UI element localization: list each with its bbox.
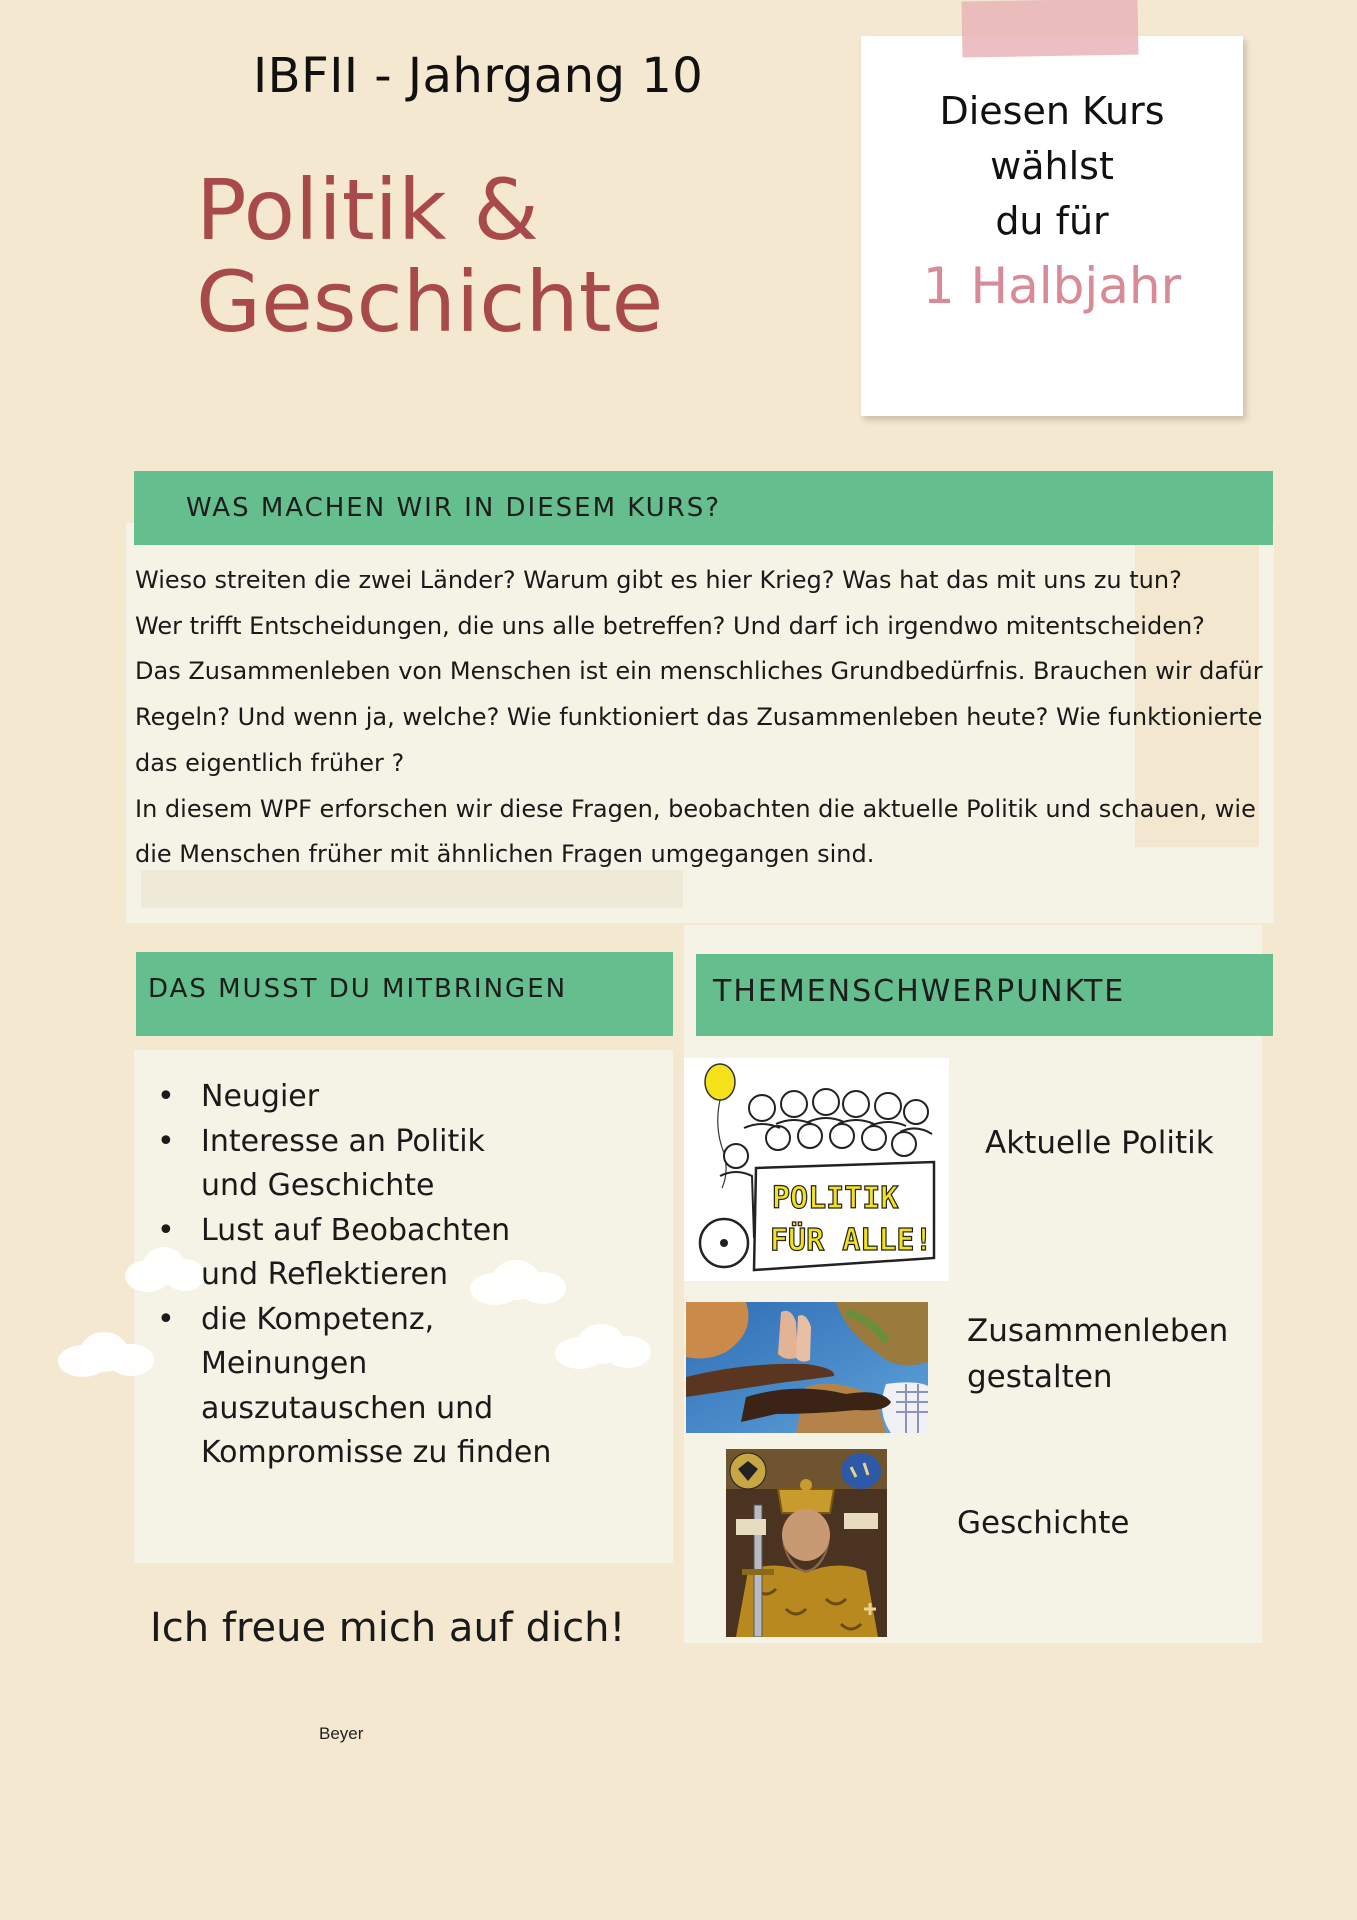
hands-globe-image bbox=[686, 1302, 928, 1433]
emperor-portrait-drawing bbox=[726, 1449, 887, 1637]
cloud-decoration bbox=[58, 1330, 154, 1380]
note-line-2: wählst bbox=[990, 144, 1114, 188]
intro-line: die Menschen früher mit ähnlichen Fragen umgegangen sind. bbox=[135, 840, 875, 869]
politik-fuer-alle-illustration bbox=[684, 1058, 949, 1281]
topic-label-politik: Aktuelle Politik bbox=[985, 1125, 1214, 1161]
intro-line: In diesem WPF erforschen wir diese Fragen, beobachten die aktuelle Politik und schauen, wie bbox=[135, 794, 1256, 823]
list-item: • Neugier bbox=[155, 1075, 621, 1120]
banner-text-1: POLITIK bbox=[772, 1181, 899, 1216]
intro-line: das eigentlich früher ? bbox=[135, 748, 405, 777]
intro-text bbox=[135, 558, 1275, 878]
topics-heading: THEMENSCHWERPUNKTE bbox=[713, 974, 1126, 1009]
tape-strip bbox=[962, 0, 1139, 58]
list-item: • Lust auf Beobachten und Reflektieren bbox=[155, 1209, 561, 1298]
closing-message: Ich freue mich auf dich! bbox=[150, 1605, 626, 1651]
crowd-drawing bbox=[684, 1058, 949, 1281]
list-item: • die Kompetenz, Meinungen auszutauschen und Kompromisse zu finden bbox=[155, 1298, 601, 1476]
topic-label-zusammenleben: Zusammenleben gestalten bbox=[967, 1313, 1229, 1395]
note-line-3: du für bbox=[995, 199, 1109, 243]
intro-line: Wer trifft Entscheidungen, die uns alle betreffen? Und darf ich irgendwo mitentscheiden? bbox=[135, 611, 1205, 640]
duration-note bbox=[861, 36, 1243, 416]
hands-globe-drawing bbox=[686, 1302, 928, 1433]
intro-line: Wieso streiten die zwei Länder? Warum gibt es hier Krieg? Was hat das mit uns zu tun? bbox=[135, 566, 1182, 594]
note-line-1: Diesen Kurs bbox=[939, 89, 1165, 133]
title-line-2: Geschichte bbox=[196, 253, 664, 351]
topic-label-geschichte: Geschichte bbox=[957, 1505, 1130, 1541]
course-year: IBFII - Jahrgang 10 bbox=[253, 48, 704, 104]
intro-line: Das Zusammenleben von Menschen ist ein menschliches Grundbedürfnis. Brauchen wir dafür bbox=[135, 657, 1263, 686]
title-line-1: Politik & bbox=[196, 161, 539, 259]
needs-list bbox=[155, 1075, 621, 1476]
banner-text-2: FÜR ALLE! bbox=[770, 1223, 933, 1258]
intro-line: Regeln? Und wenn ja, welche? Wie funktioniert das Zusammenleben heute? Wie funktionierte bbox=[135, 703, 1263, 732]
intro-heading-bar bbox=[134, 471, 1273, 545]
needs-heading-bar bbox=[136, 952, 673, 1036]
intro-heading: WAS MACHEN WIR IN DIESEM KURS? bbox=[186, 493, 722, 523]
topics-heading-bar bbox=[696, 954, 1273, 1036]
note-highlight: 1 Halbjahr bbox=[922, 257, 1182, 315]
page-title bbox=[196, 161, 664, 351]
author-name: Beyer bbox=[319, 1724, 364, 1743]
needs-heading: DAS MUSST DU MITBRINGEN bbox=[148, 974, 568, 1004]
list-item: • Interesse an Politik und Geschichte bbox=[155, 1120, 541, 1209]
emperor-portrait-image bbox=[726, 1449, 887, 1637]
